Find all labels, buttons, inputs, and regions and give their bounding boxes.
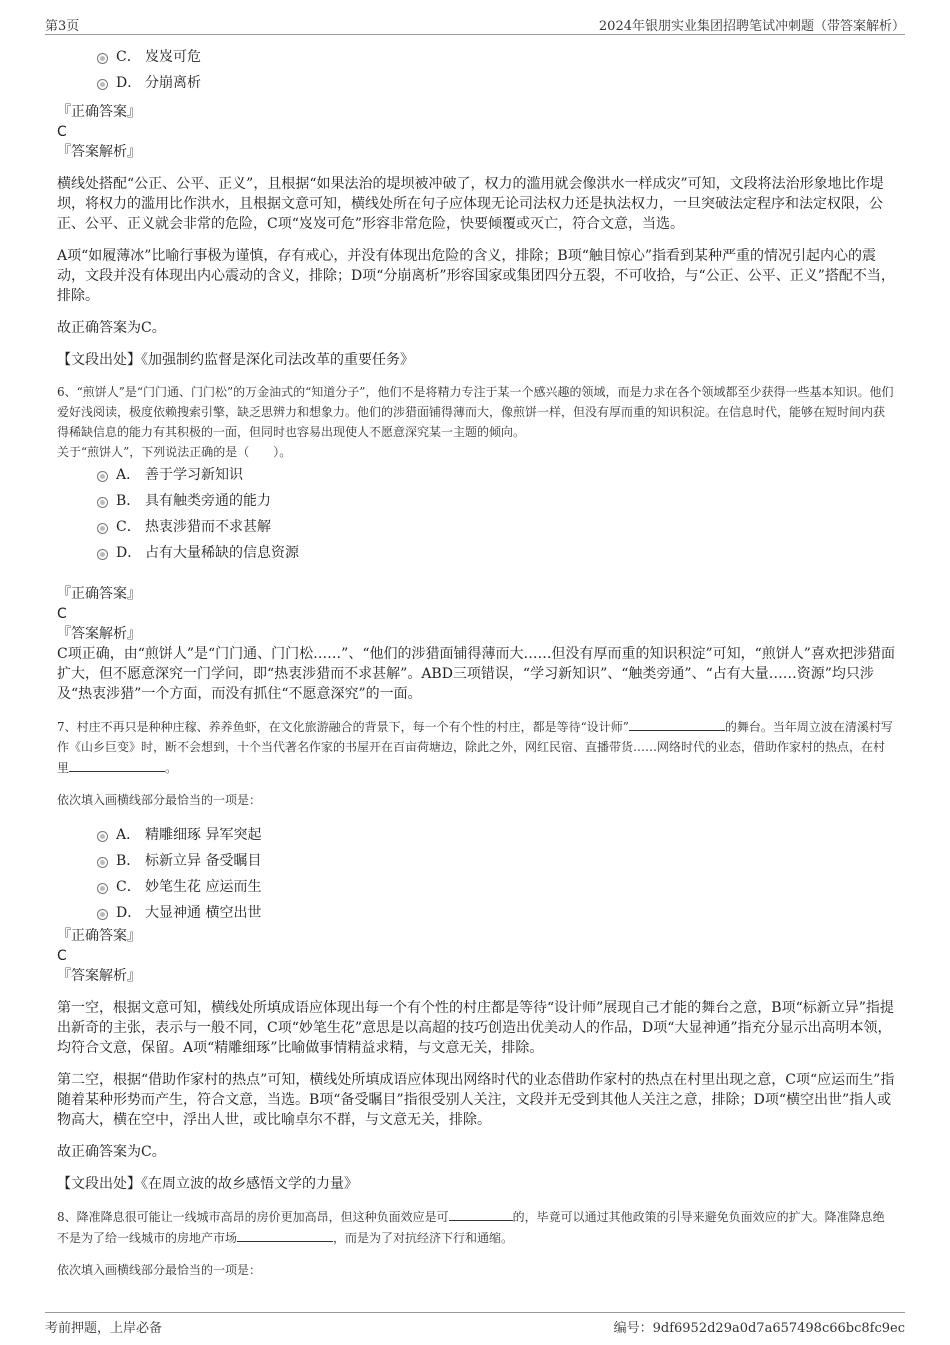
analysis-label: 『答案解析』 [57,626,141,642]
document-title: 2024年银朋实业集团招聘笔试冲刺题（带答案解析） [598,19,905,34]
option-text: 善于学习新知识 [145,467,243,483]
option-letter: B． [116,853,141,869]
option-letter: C． [116,519,141,535]
option-text: 大显神通 横空出世 [145,905,262,921]
correct-answer: C [57,124,67,140]
question-prompt: 依次填入画横线部分最恰当的一项是： [57,1263,262,1277]
option-letter: D． [116,905,142,921]
question-stem [57,1206,895,1248]
correct-answer: C [57,606,67,622]
option-text: 分崩离析 [145,75,201,91]
option-d[interactable] [97,900,895,926]
option-d[interactable] [97,70,895,96]
stem-text: 的，毕竟可以通过其他政策的引导来避免负面效应的扩大。降准降息绝不是为了给一线城市的房地产市场 [57,1210,885,1245]
radio-icon[interactable] [97,549,108,560]
option-letter: B． [116,493,141,509]
option-text: 标新立异 备受瞩目 [145,853,262,869]
document-id: 编号：9df6952d29a0d7a657498c66bc8fc9ec [613,1321,905,1336]
option-letter: A． [116,467,141,483]
footer-slogan: 考前押题，上岸必备 [45,1321,163,1336]
analysis-paragraph: 横线处搭配“公正、公平、正义”，且根据“如果法治的堤坝被冲破了，权力的滥用就会像洪水一样成灾”可知，文段将法治形象地比作堤坝，将权力的滥用比作洪水，且根据文意可知，横线处所在句子应体现无论司法权力还是执法权力，一旦突破法定程序和法定权限，公正、公平、正义就会非常的危险，C项“岌岌可危”形容非常危险，快要倾覆或灭亡，符合文意，当选。 [57,176,884,232]
option-text: 具有触类旁通的能力 [145,493,271,509]
page-header [45,12,905,35]
option-a[interactable] [97,822,895,848]
analysis-conclusion: 故正确答案为C。 [57,320,166,336]
stem-text: 8、降准降息很可能让一线城市高昂的房价更加高昂，但这种负面效应是可 [57,1210,449,1224]
option-letter: D． [116,545,142,561]
stem-text: ，而是为了对抗经济下行和通缩。 [333,1231,514,1245]
answer-label: 『正确答案』 [57,928,141,944]
radio-icon[interactable] [97,831,108,842]
analysis-label: 『答案解析』 [57,144,141,160]
analysis-paragraph: 第一空，根据文意可知，横线处所填成语应体现出每一个有个性的村庄都是等待“设计师”展现自己才能的舞台之意，B项“标新立异”指提出新奇的主张，表示与一般不同，C项“妙笔生花”意思是以高超的技巧创造出优美动人的作品，D项“大显神通”指充分显示出高明本领，均符合文意，保留。A项“精雕细琢”比喻做事情精益求精，与文意无关，排除。 [57,1000,894,1056]
option-text: 占有大量稀缺的信息资源 [145,545,299,561]
page-footer [45,1312,905,1335]
correct-answer: C [57,948,67,964]
option-c[interactable] [97,874,895,900]
option-text: 精雕细琢 异军突起 [145,827,262,843]
fill-blank [629,716,725,731]
source-citation: 【文段出处】《在周立波的故乡感悟文学的力量》 [57,1176,358,1192]
radio-icon[interactable] [97,883,108,894]
page-number: 第3页 [45,19,80,34]
fill-blank [237,1227,333,1242]
radio-icon[interactable] [97,497,108,508]
option-c[interactable] [97,514,895,540]
option-text: 热衷涉猎而不求甚解 [145,519,271,535]
option-c[interactable] [97,44,895,70]
stem-text: 的舞台。当年周立波在清溪村写作《山乡巨变》时，断不会想到，十个当代著名作家的书屋开在百亩荷塘边，除此之外，网红民宿、直播带货……网络时代的业态，借助作家村的热点，在村里 [57,720,893,775]
question-prompt: 关于“煎饼人”，下列说法正确的是（ ）。 [57,445,292,459]
radio-icon[interactable] [97,909,108,920]
question-stem [57,716,895,778]
analysis-paragraph: 第二空，根据“借助作家村的热点”可知，横线处所填成语应体现出网络时代的业态借助作家村的热点在村里出现之意，C项“应运而生”指随着某种形势而产生，符合文意，当选。B项“备受瞩目”指很受别人关注，文段并无受到其他人关注之意，排除；D项“横空出世”指人或物高大，横在空中，浮出人世，或比喻卓尔不群，与文意无关，排除。 [57,1072,895,1128]
option-letter: C． [116,879,141,895]
radio-icon[interactable] [97,857,108,868]
option-letter: D． [116,75,142,91]
page-content [57,44,895,1280]
radio-icon[interactable] [97,471,108,482]
question-stem: 6、“煎饼人”是“门门通、门门松”的万金油式的“知道分子”，他们不是将精力专注于某一个感兴趣的领域，而是力求在各个领域都至少获得一些基本知识。他们爱好浅阅读，极度依赖搜索引擎，缺乏思辨力和想象力。他们的涉猎面铺得薄而大，像煎饼一样，但没有厚而重的知识积淀。在信息时代，能够在短时间内获得稀缺信息的能力有其积极的一面，但同时也容易出现使人不愿意深究某一主题的倾向。 [57,385,894,439]
stem-text: 。 [165,761,178,775]
option-b[interactable] [97,848,895,874]
stem-text: 7、村庄不再只是种种庄稼、养养鱼虾，在文化旅游融合的背景下，每一个有个性的村庄，都是等待“设计师” [57,720,629,734]
fill-blank [69,757,165,772]
option-letter: C． [116,49,141,65]
analysis-paragraph: A项“如履薄冰”比喻行事极为谨慎，存有戒心，并没有体现出危险的含义，排除；B项“触目惊心”指看到某种严重的情况引起内心的震动，文段并没有体现出内心震动的含义，排除；D项“分崩离析”形容国家或集团四分五裂，不可收拾，与“公正、公平、正义”搭配不当，排除。 [57,248,895,304]
radio-icon[interactable] [97,53,108,64]
radio-icon[interactable] [97,79,108,90]
option-text: 妙笔生花 应运而生 [145,879,262,895]
fill-blank [449,1206,513,1221]
analysis-paragraph: C项正确，由“煎饼人”是“门门通、门门松……”、“他们的涉猎面铺得薄而大……但没有厚而重的知识积淀”可知，“煎饼人”喜欢把涉猎面扩大，但不愿意深究一门学问，即“热衷涉猎而不求甚解”。ABD三项错误，“学习新知识”、“触类旁通”、“占有大量……资源”均只涉及“热衷涉猎”一个方面，而没有抓住“不愿意深究”的一面。 [57,646,895,702]
option-letter: A． [116,827,141,843]
analysis-conclusion: 故正确答案为C。 [57,1144,166,1160]
answer-label: 『正确答案』 [57,104,141,120]
option-d[interactable] [97,540,895,566]
question-prompt: 依次填入画横线部分最恰当的一项是： [57,793,262,807]
option-b[interactable] [97,488,895,514]
analysis-label: 『答案解析』 [57,968,141,984]
source-citation: 【文段出处】《加强制约监督是深化司法改革的重要任务》 [57,352,414,368]
option-text: 岌岌可危 [145,49,201,65]
radio-icon[interactable] [97,523,108,534]
answer-label: 『正确答案』 [57,586,141,602]
option-a[interactable] [97,462,895,488]
